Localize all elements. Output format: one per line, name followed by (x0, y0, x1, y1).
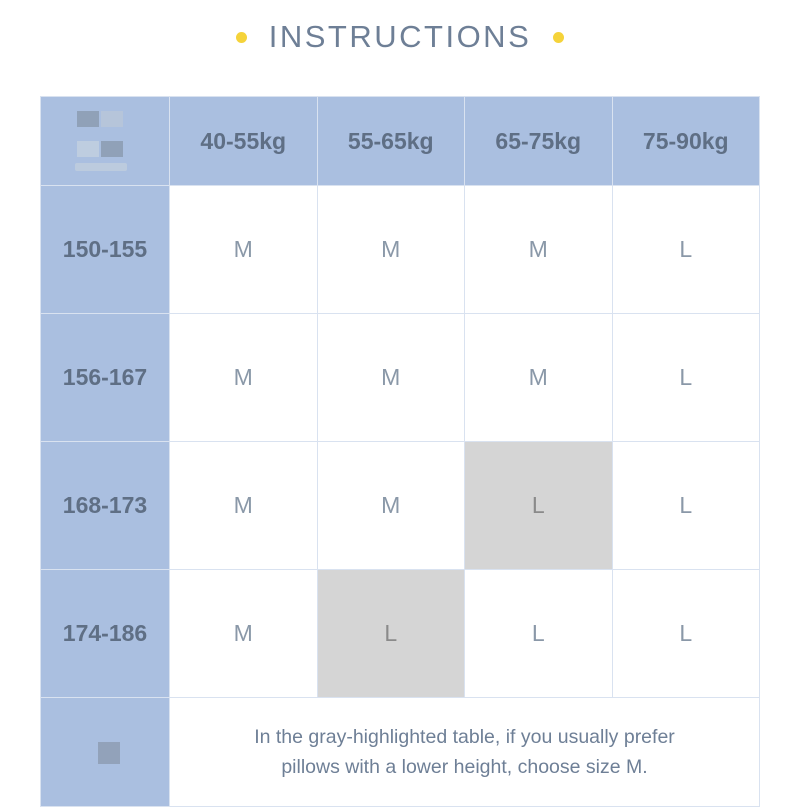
size-table-container (40, 96, 760, 807)
table-row (41, 442, 760, 570)
page-title-text: INSTRUCTIONS (268, 19, 532, 54)
pillow-icon-block (98, 742, 120, 764)
column-header-1: 55-65kg (317, 97, 465, 186)
page-title (0, 0, 800, 54)
cell-2-0: M (170, 442, 318, 570)
size-chart-icon-block-3 (77, 141, 99, 157)
cell-2-2: L (465, 442, 613, 570)
pillow-icon (41, 698, 169, 806)
footer-note-line-1: In the gray-highlighted table, if you usually prefer (254, 726, 675, 748)
column-header-3: 75-90kg (612, 97, 760, 186)
table-row (41, 314, 760, 442)
yellow-dot-icon-left (236, 32, 247, 43)
cell-0-3: L (612, 186, 760, 314)
size-chart-icon-base (75, 163, 127, 171)
table-corner-cell (41, 97, 170, 186)
column-header-0: 40-55kg (170, 97, 318, 186)
table-row (41, 570, 760, 698)
size-table (40, 96, 760, 807)
cell-1-0: M (170, 314, 318, 442)
size-chart-icon-block-1 (77, 111, 99, 127)
cell-0-0: M (170, 186, 318, 314)
row-header-3: 174-186 (41, 570, 170, 698)
cell-3-2: L (465, 570, 613, 698)
cell-1-1: M (317, 314, 465, 442)
cell-3-0: M (170, 570, 318, 698)
cell-3-3: L (612, 570, 760, 698)
cell-0-2: M (465, 186, 613, 314)
cell-3-1: L (317, 570, 465, 698)
cell-1-2: M (465, 314, 613, 442)
cell-0-1: M (317, 186, 465, 314)
cell-1-3: L (612, 314, 760, 442)
cell-2-1: M (317, 442, 465, 570)
table-row (41, 186, 760, 314)
row-header-0: 150-155 (41, 186, 170, 314)
size-chart-icon (41, 97, 169, 185)
footer-icon-cell (41, 698, 170, 807)
cell-2-3: L (612, 442, 760, 570)
table-header-row (41, 97, 760, 186)
column-header-2: 65-75kg (465, 97, 613, 186)
yellow-dot-icon-right (553, 32, 564, 43)
footer-note-line-2: pillows with a lower height, choose size M. (281, 756, 648, 778)
row-header-2: 168-173 (41, 442, 170, 570)
footer-note (170, 698, 760, 807)
size-chart-icon-block-4 (101, 141, 123, 157)
row-header-1: 156-167 (41, 314, 170, 442)
table-footer-row (41, 698, 760, 807)
size-chart-icon-block-2 (101, 111, 123, 127)
